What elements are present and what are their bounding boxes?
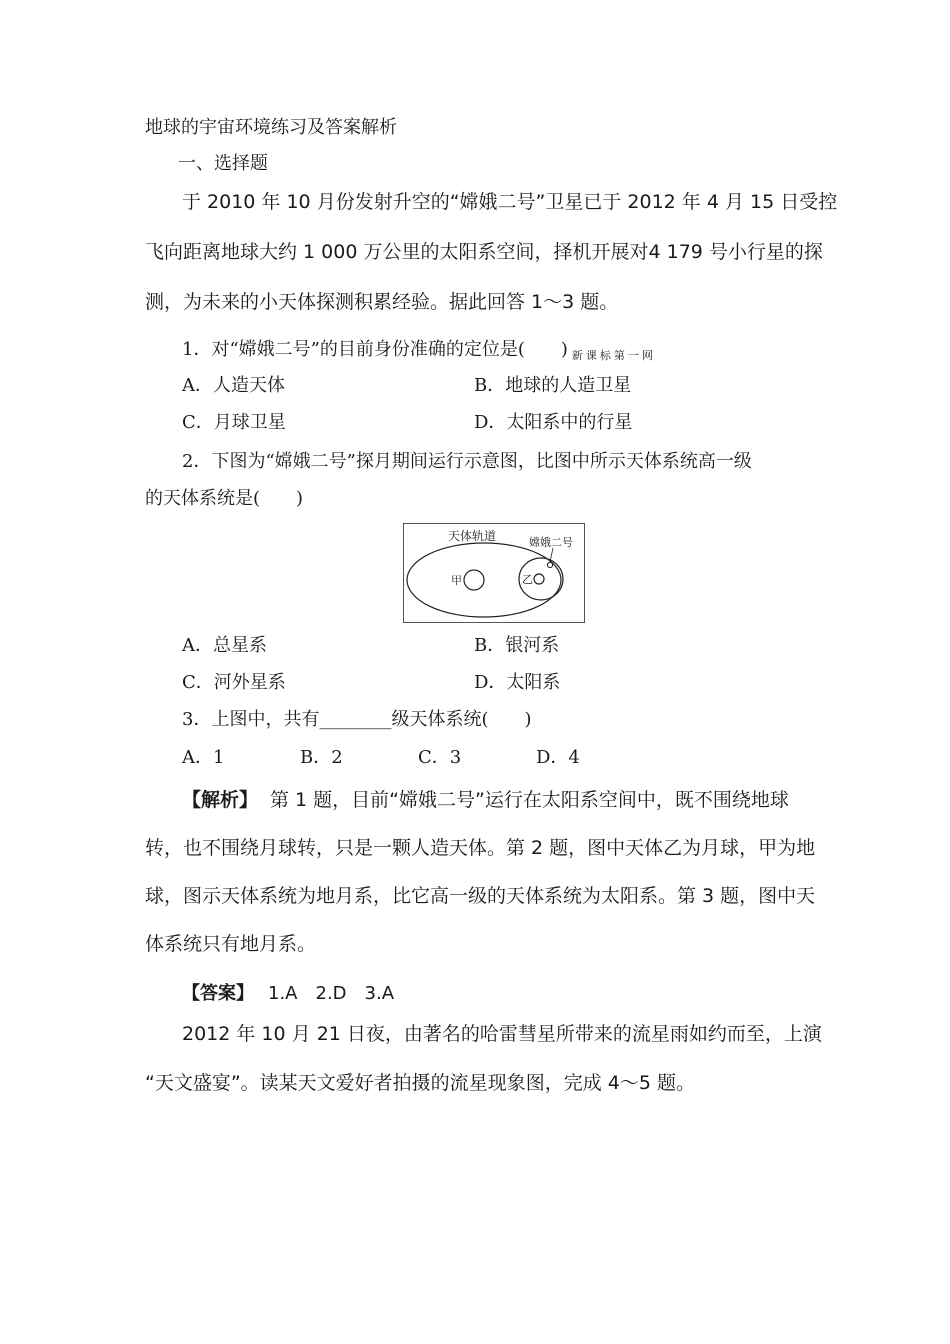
analysis-line-4: 体系统只有地月系。 [145, 933, 317, 955]
question-2-stem-line-1: 2．下图为“嫦娥二号”探月期间运行示意图，比图中所示天体系统高一级 [182, 451, 752, 472]
answer-text: 1.A 2.D 3.A [268, 983, 395, 1004]
q3-option-b: B．2 [300, 747, 343, 768]
q3-option-d: D．4 [536, 747, 580, 768]
analysis-text-1: 第 1 题，目前“嫦娥二号”运行在太阳系空间中，既不围绕地球 [270, 789, 789, 811]
intro-line-1: 于 2010 年 10 月份发射升空的“嫦娥二号”卫星已于 2012 年 4 月 15 日受控 [182, 191, 838, 213]
q1-option-b: B．地球的人造卫星 [474, 375, 632, 396]
question-1-text: 1．对“嫦娥二号”的目前身份准确的定位是( ) [182, 339, 568, 360]
orbit-label: 天体轨道 [448, 529, 497, 543]
analysis-line-1 [182, 788, 789, 812]
yi-label: 乙 [522, 573, 533, 586]
q3-option-c: C．3 [418, 747, 462, 768]
orbit-diagram [403, 523, 585, 623]
answer-line [182, 982, 394, 1006]
next-intro-line-2: “天文盛宴”。读某天文爱好者拍摄的流星现象图，完成 4～5 题。 [145, 1072, 695, 1094]
question-1-stem [182, 338, 656, 364]
analysis-tag: 【解析】 [182, 789, 259, 811]
intro-line-2: 飞向距离地球大约 1 000 万公里的太阳系空间，择机开展对4 179 号小行星的探 [145, 241, 823, 263]
document-title: 地球的宇宙环境练习及答案解析 [145, 117, 397, 138]
watermark-text: 新课标第一网 [571, 349, 656, 362]
jia-body [464, 570, 484, 590]
section-heading: 一、选择题 [178, 153, 268, 174]
q2-option-b: B．银河系 [474, 635, 560, 656]
q2-option-c: C．河外星系 [182, 672, 286, 693]
probe-label: 嫦娥二号 [529, 536, 573, 549]
question-2-stem-line-2: 的天体系统是( ) [145, 488, 304, 509]
q1-option-a: A．人造天体 [182, 375, 285, 396]
yi-body [534, 574, 544, 584]
orbit-diagram-svg [404, 524, 584, 622]
q2-option-d: D．太阳系 [474, 672, 561, 693]
q1-option-c: C．月球卫星 [182, 412, 286, 433]
jia-label: 甲 [451, 574, 462, 587]
answer-tag: 【答案】 [182, 983, 254, 1004]
question-3-stem: 3．上图中，共有________级天体系统( ) [182, 709, 532, 730]
next-intro-line-1: 2012 年 10 月 21 日夜，由著名的哈雷彗星所带来的流星雨如约而至，上演 [182, 1023, 822, 1045]
q3-option-a: A．1 [182, 747, 225, 768]
analysis-line-2: 转，也不围绕月球转，只是一颗人造天体。第 2 题，图中天体乙为月球，甲为地 [145, 837, 816, 859]
probe-dot [547, 562, 552, 567]
q2-option-a: A．总星系 [182, 635, 267, 656]
intro-line-3: 测，为未来的小天体探测积累经验。据此回答 1～3 题。 [145, 291, 619, 313]
q1-option-d: D．太阳系中的行星 [474, 412, 633, 433]
analysis-line-3: 球，图示天体系统为地月系，比它高一级的天体系统为太阳系。第 3 题，图中天 [145, 885, 816, 907]
